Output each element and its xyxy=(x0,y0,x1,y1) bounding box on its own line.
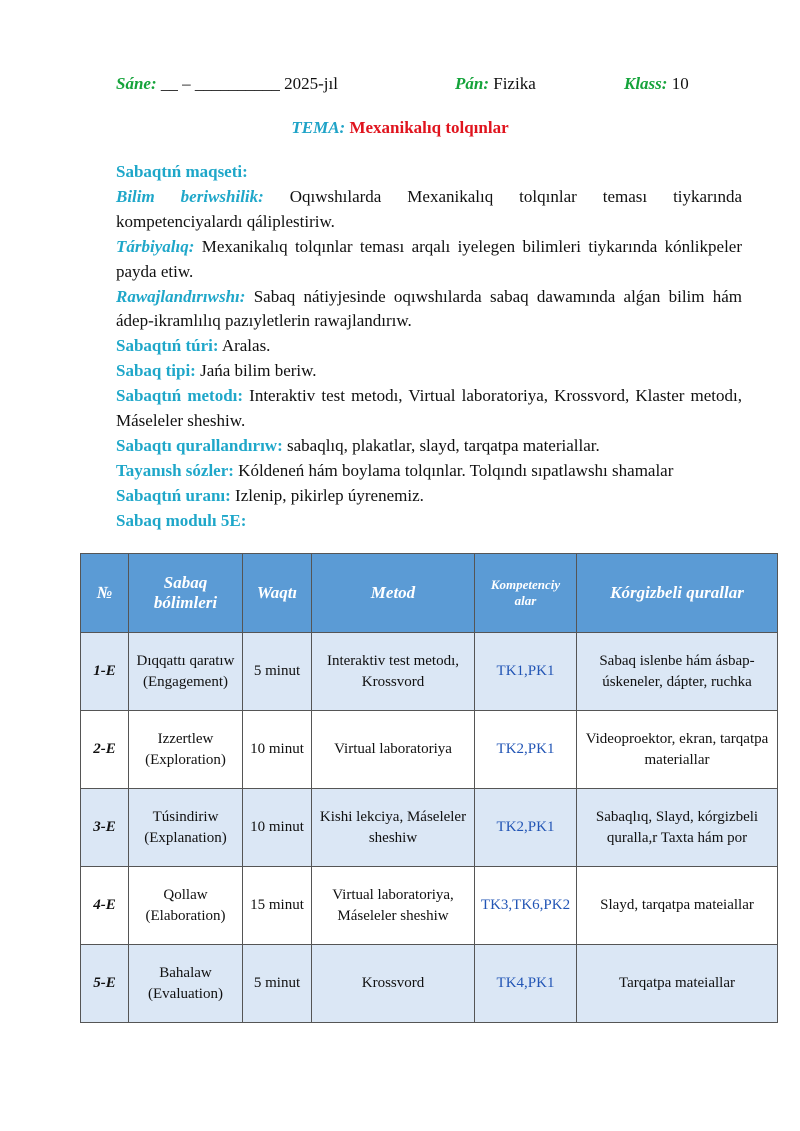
lesson-motto-value: Izlenip, pikirlep úyrenemiz. xyxy=(235,485,424,505)
lesson-equipment-label: Sabaqtı qurallandırıw: xyxy=(116,435,283,455)
table-row xyxy=(81,789,778,867)
class-value: 10 xyxy=(671,74,689,93)
table-row xyxy=(81,945,778,1023)
tools-cell: Tarqatpa mateiallar xyxy=(577,945,778,1023)
time-cell: 10 minut xyxy=(243,711,312,789)
lesson-module-label: Sabaq modulı 5E: xyxy=(116,510,247,530)
development-goal-text: Sabaq nátiyjesinde oqıwshılarda sabaq dawamında alǵan bilim hám ádep-ikramlılıq pazıyletlerin rawajlandırıw. xyxy=(116,286,743,331)
table-row xyxy=(81,867,778,945)
lesson-type-value: Aralas. xyxy=(221,336,271,356)
date-label: Sáne: xyxy=(116,74,157,93)
competency-cell: TK2,PK1 xyxy=(475,789,577,867)
header-line xyxy=(0,74,800,100)
tools-cell: Sabaqlıq, Slayd, kórgizbeli quralla,r Taxta hám por xyxy=(577,789,778,867)
lesson-plan-table xyxy=(80,553,778,1023)
stage-cell: 2-E xyxy=(81,711,129,789)
upbringing-goal xyxy=(116,235,742,285)
development-goal-label: Rawajlandırıwshı: xyxy=(116,286,246,306)
header-competency: Kompetenciy alar xyxy=(475,554,577,633)
lesson-method xyxy=(116,384,742,434)
class-field xyxy=(624,74,689,94)
date-field xyxy=(116,74,338,94)
goals-heading: Sabaqtıń maqseti: xyxy=(116,162,248,181)
lesson-kind xyxy=(116,359,742,384)
table-row xyxy=(81,633,778,711)
competency-cell: TK2,PK1 xyxy=(475,711,577,789)
method-cell: Interaktiv test metodı, Krossvord xyxy=(312,633,475,711)
method-cell: Krossvord xyxy=(312,945,475,1023)
method-cell: Virtual laboratoriya xyxy=(312,711,475,789)
lesson-method-value: Interaktiv test metodı, Virtual laboratoriya, Krossvord, Klaster metodı, Máseleler sheshiw. xyxy=(116,386,742,431)
method-cell: Virtual laboratoriya, Máseleler sheshiw xyxy=(312,867,475,945)
competency-cell: TK4,PK1 xyxy=(475,945,577,1023)
lesson-motto-label: Sabaqtıń uranı: xyxy=(116,485,231,505)
upbringing-goal-text: Mexanikalıq tolqınlar teması arqalı iyelegen bilimleri tiykarında kónlikpeler payda etiw. xyxy=(116,236,742,281)
class-label: Klass: xyxy=(624,74,668,93)
subject-field xyxy=(455,74,536,94)
tools-cell: Sabaq islenbe hám ásbap-úskeneler, dápter, ruchka xyxy=(577,633,778,711)
lesson-keywords xyxy=(116,459,742,484)
stage-cell: 5-E xyxy=(81,945,129,1023)
table-header-row xyxy=(81,554,778,633)
lesson-type xyxy=(116,334,742,359)
tools-cell: Videoproektor, ekran, tarqatpa materiallar xyxy=(577,711,778,789)
lesson-type-label: Sabaqtıń túri: xyxy=(116,336,219,356)
header-method: Metod xyxy=(312,554,475,633)
section-cell: Túsindiriw (Explanation) xyxy=(129,789,243,867)
subject-label: Pán: xyxy=(455,74,489,93)
time-cell: 5 minut xyxy=(243,633,312,711)
time-cell: 15 minut xyxy=(243,867,312,945)
lesson-motto xyxy=(116,484,742,509)
lesson-module xyxy=(116,509,742,534)
method-cell: Kishi lekciya, Máseleler sheshiw xyxy=(312,789,475,867)
lesson-equipment xyxy=(116,434,742,459)
tools-cell: Slayd, tarqatpa mateiallar xyxy=(577,867,778,945)
lesson-description xyxy=(116,160,742,534)
lesson-keywords-value: Kóldeneń hám boylama tolqınlar. Tolqındı sıpatlawshı shamalar xyxy=(238,460,674,480)
stage-cell: 4-E xyxy=(81,867,129,945)
stage-cell: 1-E xyxy=(81,633,129,711)
upbringing-goal-label: Tárbiyalıq: xyxy=(116,236,195,256)
edu-goal-label: Bilim beriwshilik: xyxy=(116,186,264,206)
lesson-method-label: Sabaqtıń metodı: xyxy=(116,386,244,406)
time-cell: 5 minut xyxy=(243,945,312,1023)
lesson-kind-label: Sabaq tipi: xyxy=(116,361,196,381)
header-time: Waqtı xyxy=(243,554,312,633)
section-cell: Izzertlew (Exploration) xyxy=(129,711,243,789)
section-cell: Bahalaw (Evaluation) xyxy=(129,945,243,1023)
table-row xyxy=(81,711,778,789)
topic-value: Mexanikalıq tolqınlar xyxy=(349,118,509,137)
topic-title xyxy=(0,118,800,138)
lesson-keywords-label: Tayanısh sózler: xyxy=(116,460,234,480)
header-tools: Kórgizbeli qurallar xyxy=(577,554,778,633)
date-value: __ – __________ 2025-jıl xyxy=(160,74,338,93)
lesson-kind-value: Jańa bilim beriw. xyxy=(200,361,317,381)
competency-cell: TK1,PK1 xyxy=(475,633,577,711)
lesson-equipment-value: sabaqlıq, plakatlar, slayd, tarqatpa materiallar. xyxy=(287,435,600,455)
topic-label: TEMA: xyxy=(291,118,346,137)
development-goal xyxy=(116,285,742,335)
edu-goal xyxy=(116,185,742,235)
stage-cell: 3-E xyxy=(81,789,129,867)
subject-value: Fizika xyxy=(493,74,536,93)
header-sections: Sabaq bólimleri xyxy=(129,554,243,633)
section-cell: Dıqqattı qaratıw (Engagement) xyxy=(129,633,243,711)
time-cell: 10 minut xyxy=(243,789,312,867)
edu-goal-text: Oqıwshılarda Mexanikalıq tolqınlar teması tiykarında kompetenciyalardı qáliplestiriw. xyxy=(116,186,742,231)
section-cell: Qollaw (Elaboration) xyxy=(129,867,243,945)
competency-cell: TK3,TK6,PK2 xyxy=(475,867,577,945)
header-number: № xyxy=(81,554,129,633)
